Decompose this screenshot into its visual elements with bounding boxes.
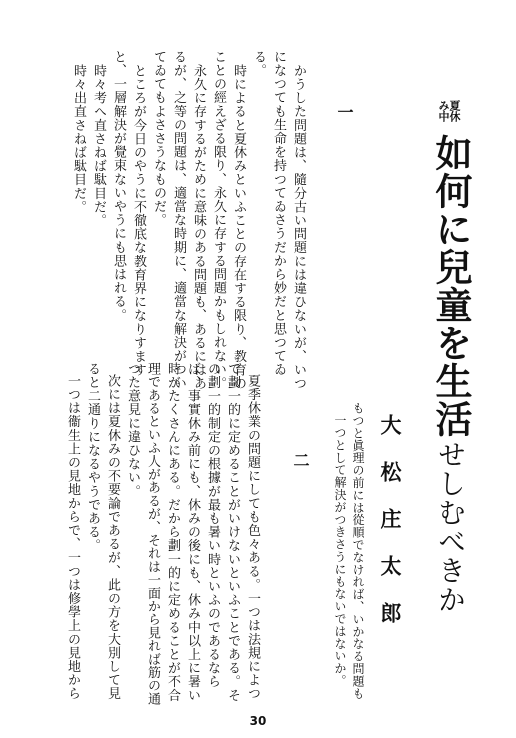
section-two-line: 次には夏休みの不要論であるが、此の方を大別して見 [105,374,120,701]
title-kicker: 夏休み中 [437,100,461,122]
page-number: 30 [249,714,267,728]
section-two-line: ば、事實休み前にも、休みの後にも、休み中以上に暑い [185,362,200,702]
section-one-line: 時々出直さねば駄目だ。 [71,64,86,214]
title-sub: せしむべきか [434,440,467,614]
section-one-line: と、一層解決が覺束ないやうにも思はれる。 [111,50,126,322]
section-two-line: ると二通りになるやうである。 [85,362,100,553]
section-two-line: 夏季休業の問題にしても色々ある。一つは法規によつ [245,374,260,701]
title-main: 如何に兒童を生活 [429,134,473,438]
section-one-line: るが、之等の問題は、適當な時期に、適當な解決がつい [171,50,186,390]
section-one-line: ところが今日のやうに不徹底な教育界になりすます [131,64,146,377]
subtitle-line: 一つとして解決がつきさうにもないではないか。 [333,414,347,687]
section-one-line: ことの經えざる限り、永久に存する問題かもしれない。 [211,50,226,390]
section-two-line: 時がたくさんにある。だから劃一的に定めることが不合 [165,362,180,702]
section-one-line: になつても生命を持つてゐさうだから妙だと思つてゐ [271,50,286,377]
section-two-line: 理であるといふ人があるが、それは一面から見れば筋の通 [145,362,160,706]
section-one-line: 時によると夏休みといふことの存在する限り、教育の [231,64,246,391]
section-one-line: 時々考へ直さねば駄目だ。 [91,64,106,228]
section-two-mark: 二 [291,452,310,468]
section-two-line: て劃一的に定めることがいけないといふことである。そ [225,362,240,702]
author-name: 大松庄太郎 [378,414,403,649]
section-one-line: る。 [251,50,266,78]
section-one-line: 永久に存するがために意味のある問題も、あるにはあ [191,64,206,391]
section-one-line: てゐてもよささうなものだ。 [151,50,166,227]
section-one-line: かうした問題は、隨分古い問題には違ひないが、いつ [291,64,306,391]
section-one-mark: 一 [335,104,354,120]
section-two-line: の劃一的制定の根據が最も暑い時といふのであるなら [205,362,220,689]
section-two-line: 一つは衞生上の見地からで、一つは修學上の見地から [65,374,80,701]
section-two-line: つた意見に違ひない。 [125,362,140,498]
subtitle-line: もつと眞理の前には從順でなければ、いかなる問題も [351,402,365,700]
